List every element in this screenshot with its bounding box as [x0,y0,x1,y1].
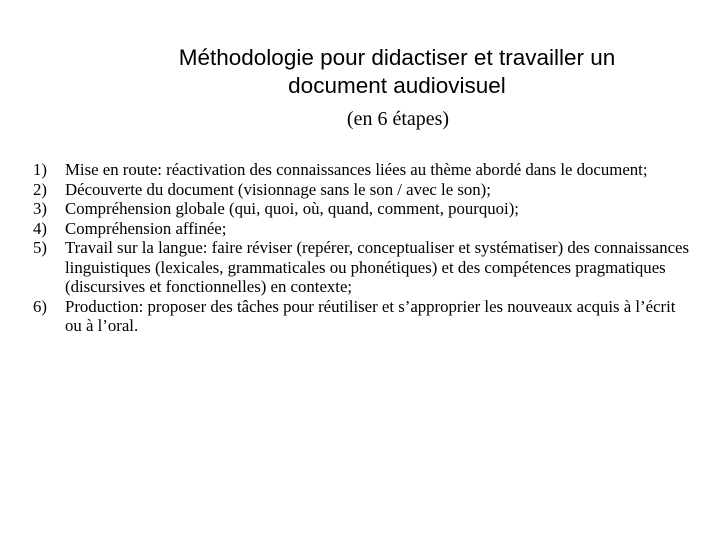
step-text: Compréhension affinée; [65,218,227,238]
slide-title-line-1: Méthodologie pour didactiser et travailler un [178,45,616,70]
step-item [33,199,693,219]
step-text: Découverte du document (visionnage sans le son / avec le son); [65,179,491,199]
step-item [33,180,693,200]
slide-subtitle [40,106,680,132]
step-number: 2) [33,179,47,199]
step-text: Travail sur la langue: faire réviser (repérer, conceptualiser et systématiser) des connaissances linguistiques (lexicales, grammaticales ou phonétiques) et des compétences pragmatiques (discursives et fonctionnelles) en contexte; [65,238,690,296]
step-number: 3) [33,199,47,218]
step-text: Mise en route: réactivation des connaissances liées au thème abordé dans le document; [65,160,648,179]
step-text: Compréhension globale (qui, quoi, où, quand, comment, pourquoi); [65,199,519,218]
subtitle-text: (en 6 étapes) [346,108,450,130]
step-item [33,219,693,239]
step-text: Production: proposer des tâches pour réutiliser et s’approprier les nouveaux acquis à l’écrit ou à l’oral. [65,296,676,335]
step-number: 1) [33,160,47,179]
slide-title-line-2: document audiovisuel [288,73,506,98]
step-item [33,297,693,336]
steps-list [33,160,693,336]
step-number: 6) [33,296,47,316]
step-item [33,238,693,297]
step-item [33,160,693,180]
slide-title [40,44,680,100]
step-number: 5) [33,238,47,257]
step-number: 4) [33,218,47,238]
